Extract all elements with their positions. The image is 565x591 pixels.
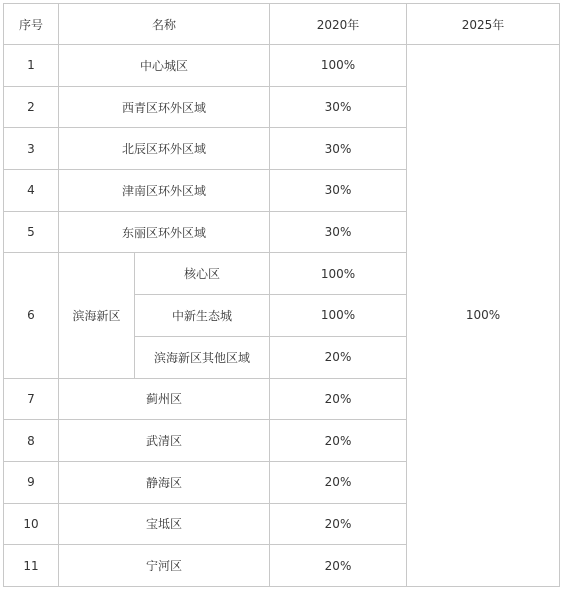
row-2020: 30% — [270, 211, 407, 253]
row-2020: 30% — [270, 86, 407, 128]
table-row — [4, 45, 560, 87]
row-2020: 20% — [270, 378, 407, 420]
row-index: 11 — [4, 545, 59, 587]
row-name: 宁河区 — [59, 545, 270, 587]
row-index: 4 — [4, 170, 59, 212]
header-name: 名称 — [59, 4, 270, 45]
row-index: 3 — [4, 128, 59, 170]
header-index: 序号 — [4, 4, 59, 45]
row-index: 6 — [4, 253, 59, 378]
row-2020: 30% — [270, 128, 407, 170]
row-name: 宝坻区 — [59, 503, 270, 545]
merged-2025-cell: 100% — [407, 45, 560, 587]
row-2020: 100% — [270, 45, 407, 87]
header-2020: 2020年 — [270, 4, 407, 45]
table-header-row — [4, 4, 560, 45]
header-2025: 2025年 — [407, 4, 560, 45]
group-name: 滨海新区 — [59, 253, 135, 378]
row-name: 津南区环外区域 — [59, 170, 270, 212]
subrow-name: 中新生态城 — [135, 295, 270, 337]
policy-table — [3, 3, 560, 587]
row-index: 10 — [4, 503, 59, 545]
row-index: 2 — [4, 86, 59, 128]
row-index: 9 — [4, 461, 59, 503]
row-2020: 20% — [270, 420, 407, 462]
row-2020: 20% — [270, 336, 407, 378]
row-2020: 20% — [270, 545, 407, 587]
row-index: 1 — [4, 45, 59, 87]
row-2020: 20% — [270, 503, 407, 545]
row-index: 8 — [4, 420, 59, 462]
row-name: 静海区 — [59, 461, 270, 503]
row-name: 蓟州区 — [59, 378, 270, 420]
row-2020: 30% — [270, 170, 407, 212]
row-2020: 100% — [270, 253, 407, 295]
row-name: 东丽区环外区域 — [59, 211, 270, 253]
subrow-name: 核心区 — [135, 253, 270, 295]
row-name: 武清区 — [59, 420, 270, 462]
row-name: 中心城区 — [59, 45, 270, 87]
row-index: 5 — [4, 211, 59, 253]
row-name: 西青区环外区域 — [59, 86, 270, 128]
subrow-name: 滨海新区其他区域 — [135, 336, 270, 378]
row-index: 7 — [4, 378, 59, 420]
row-2020: 100% — [270, 295, 407, 337]
row-name: 北辰区环外区域 — [59, 128, 270, 170]
row-2020: 20% — [270, 461, 407, 503]
